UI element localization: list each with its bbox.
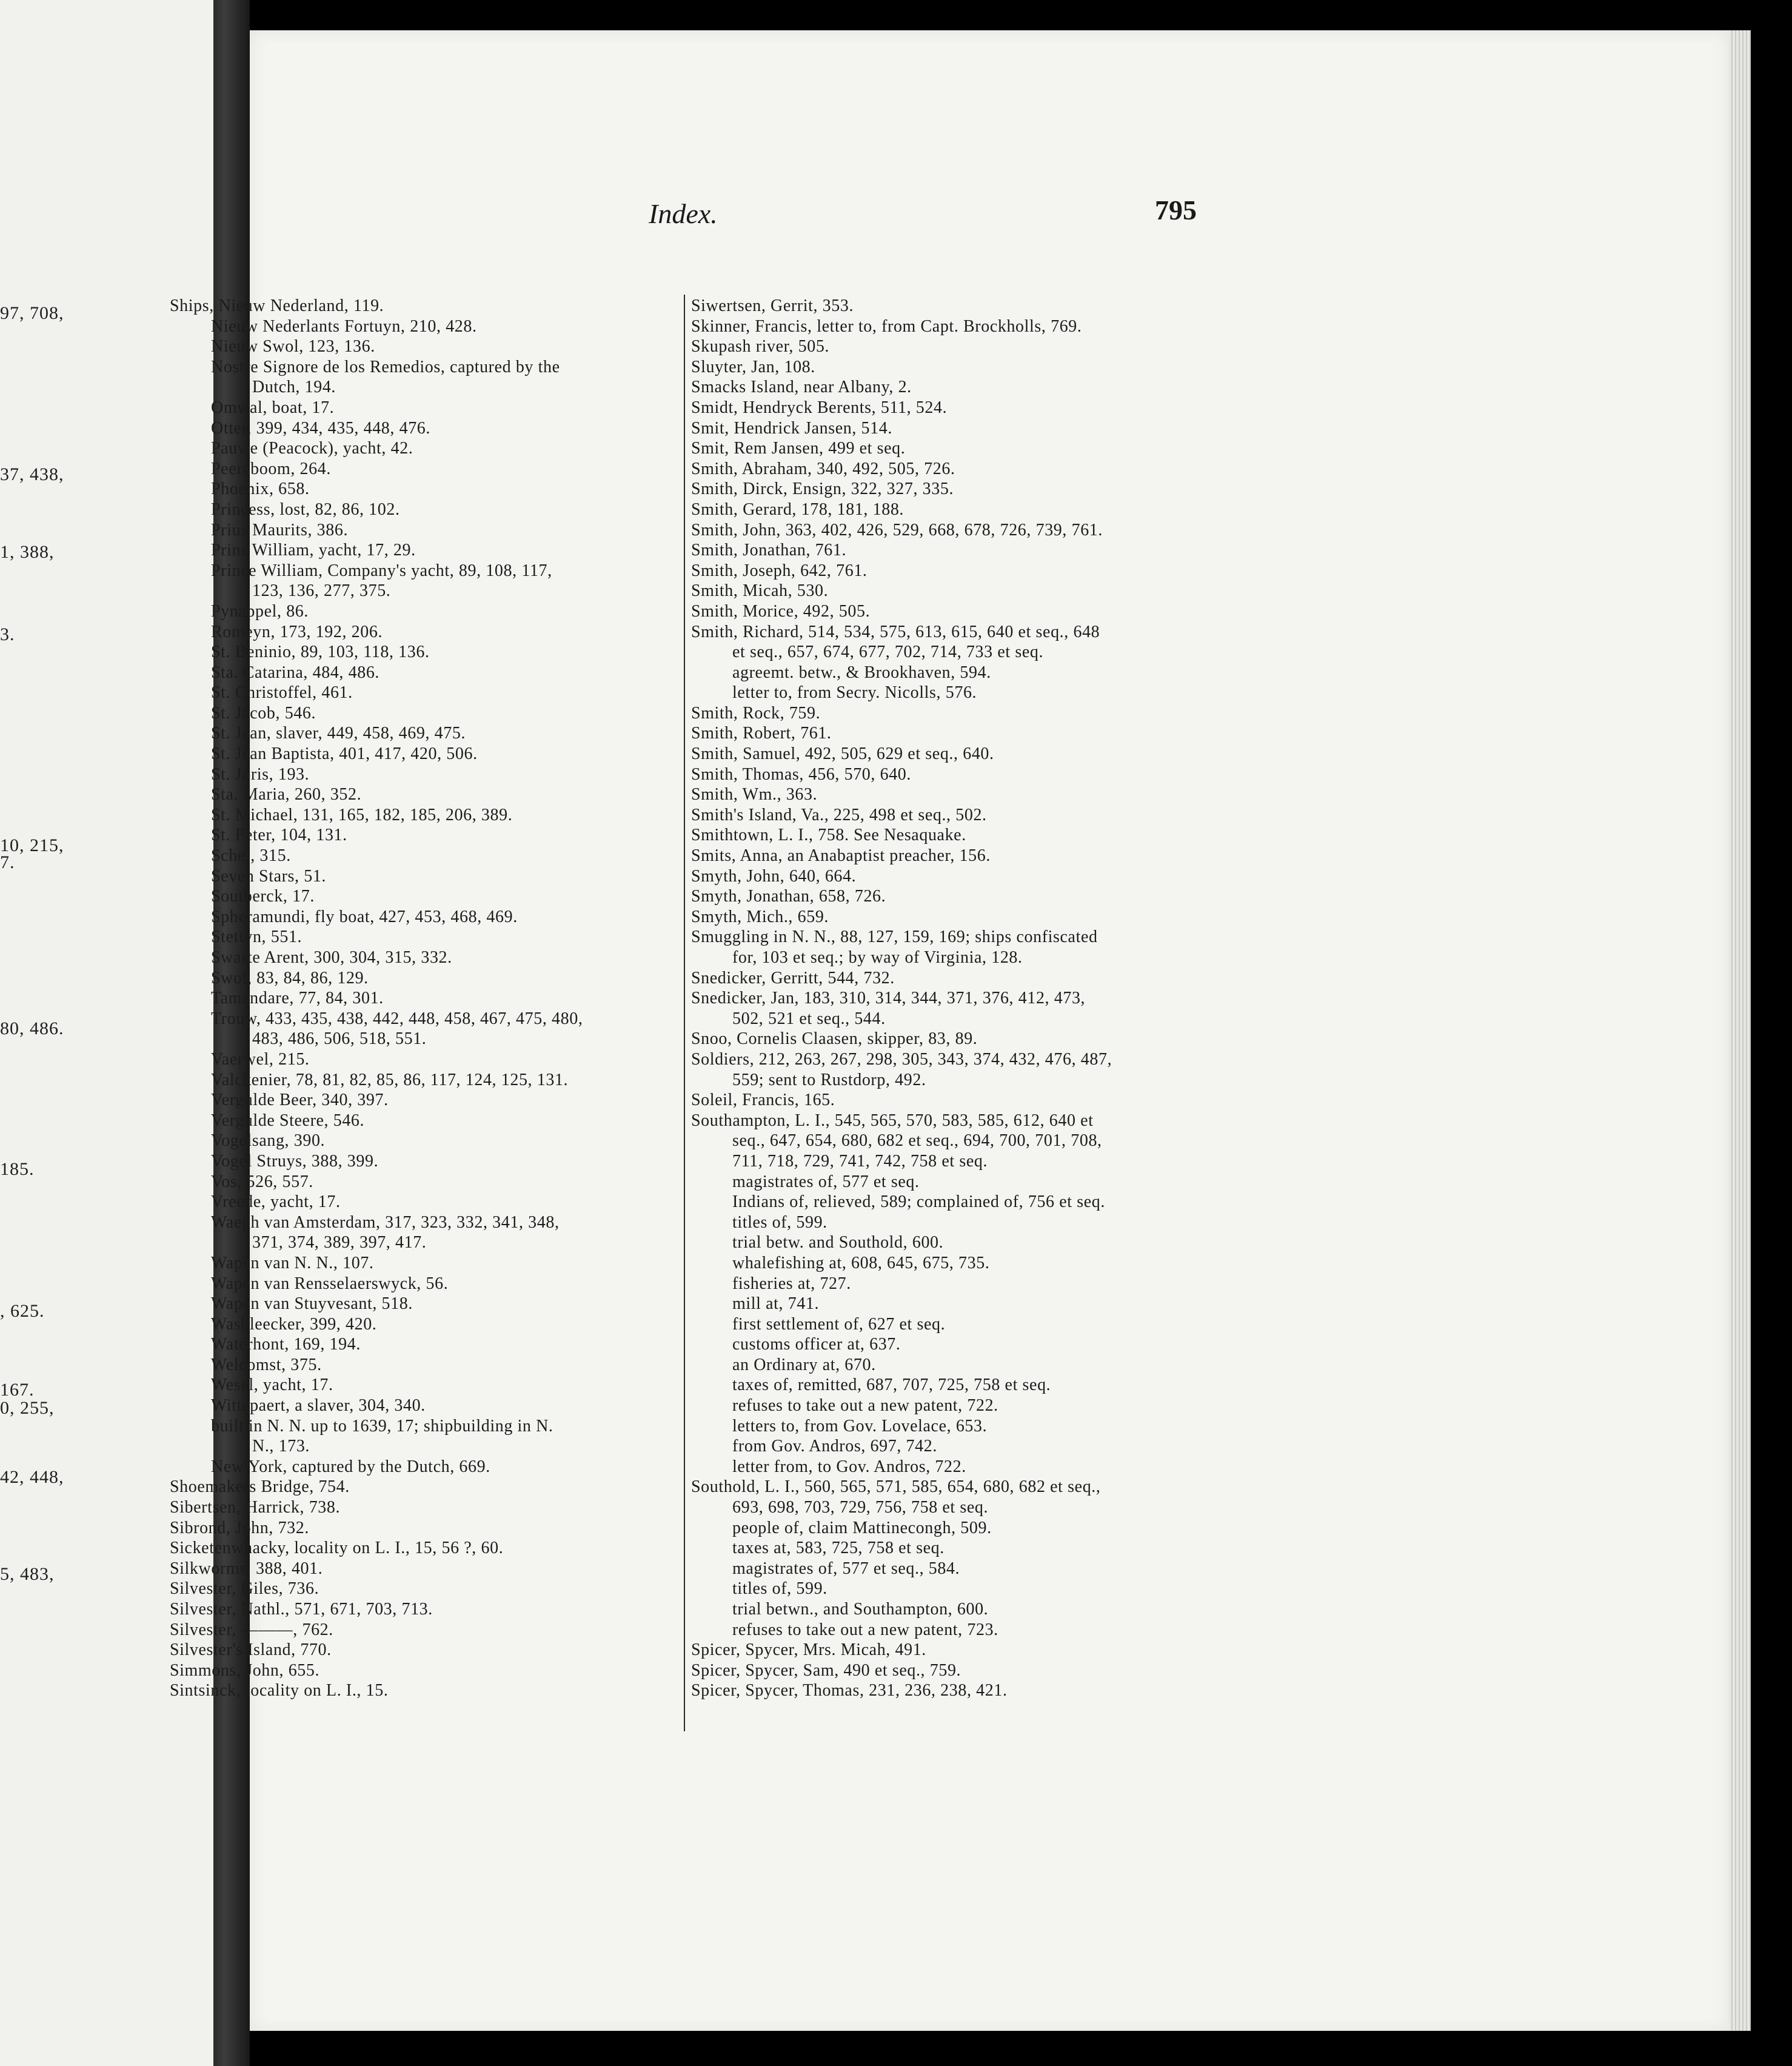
index-entry: St. Peter, 104, 131. xyxy=(211,826,347,845)
index-entry: Snedicker, Gerritt, 544, 732. xyxy=(691,968,895,988)
index-entry: Silkworms, 388, 401. xyxy=(170,1559,323,1578)
left-page-text-fragment: 0, 255, xyxy=(0,1398,55,1418)
index-entry: letter from, to Gov. Andros, 722. xyxy=(732,1457,966,1476)
index-entry: Swarte Arent, 300, 304, 315, 332. xyxy=(211,948,452,967)
index-entry: Schel, 315. xyxy=(211,846,291,866)
column-divider xyxy=(684,295,685,1731)
index-entry: Vaerwel, 215. xyxy=(211,1049,310,1069)
index-entry: Princess, lost, 82, 86, 102. xyxy=(211,500,400,519)
page-edge xyxy=(1729,30,1751,2031)
index-entry: Nostre Signore de los Remedios, captured by the xyxy=(211,357,560,376)
index-entry: Smyth, Mich., 659. xyxy=(691,907,829,926)
left-page-text-fragment: 80, 486. xyxy=(0,1018,64,1038)
index-entry: Silvester, Giles, 736. xyxy=(170,1579,319,1599)
page-number: 795 xyxy=(1155,195,1197,226)
index-entry: titles of, 599. xyxy=(732,1579,827,1599)
index-entry: Stettyn, 551. xyxy=(211,928,303,947)
index-entry: Smith, Richard, 514, 534, 575, 613, 615, 640 et seq., 648 xyxy=(691,622,1100,641)
index-entry: refuses to take out a new patent, 723. xyxy=(732,1620,998,1639)
index-entry: Vergulde Steere, 546. xyxy=(211,1111,365,1130)
index-entry: Prince William, Company's yacht, 89, 108, 117, xyxy=(211,561,552,580)
index-entry: Soleil, Francis, 165. xyxy=(691,1091,835,1110)
index-entry: letter to, from Secry. Nicolls, 576. xyxy=(732,683,977,703)
index-entry: Smyth, Jonathan, 658, 726. xyxy=(691,887,886,906)
index-entry: Tamandare, 77, 84, 301. xyxy=(211,989,384,1008)
index-entry: Skinner, Francis, letter to, from Capt. Brockholls, 769. xyxy=(691,316,1082,336)
index-entry: Waterhont, 169, 194. xyxy=(211,1335,361,1354)
left-page-text-fragment: , 625. xyxy=(0,1301,45,1321)
index-entry: an Ordinary at, 670. xyxy=(732,1355,876,1374)
index-entry: Soldiers, 212, 263, 267, 298, 305, 343, 374, 432, 476, 487, xyxy=(691,1049,1112,1069)
index-entry: Wittepaert, a slaver, 304, 340. xyxy=(211,1396,426,1416)
index-entry: Waegh van Amsterdam, 317, 323, 332, 341, 348, xyxy=(211,1212,560,1232)
index-entry: Silvester, Nathl., 571, 671, 703, 713. xyxy=(170,1600,433,1619)
index-entry: people of, claim Mattinecongh, 509. xyxy=(732,1518,992,1537)
index-entry: for, 103 et seq.; by way of Virginia, 128. xyxy=(732,948,1023,967)
index-column-left xyxy=(170,296,679,1701)
index-entry: St. Beninio, 89, 103, 118, 136. xyxy=(211,643,430,662)
index-entry: Siwertsen, Gerrit, 353. xyxy=(691,296,854,315)
index-entry: Smith, Joseph, 642, 761. xyxy=(691,561,868,580)
index-entry: St. Michael, 131, 165, 182, 185, 206, 389. xyxy=(211,805,513,824)
index-entry: Nieuw Nederlants Fortuyn, 210, 428. xyxy=(211,316,477,336)
index-entry: Smyth, John, 640, 664. xyxy=(691,866,857,886)
index-entry: Nieuw Swol, 123, 136. xyxy=(211,337,375,356)
index-entry: St. Jean Baptista, 401, 417, 420, 506. xyxy=(211,744,478,764)
index-entry: Sluyter, Jan, 108. xyxy=(691,357,815,376)
index-entry: Soutberck, 17. xyxy=(211,887,315,906)
index-entry: 693, 698, 703, 729, 756, 758 et seq. xyxy=(732,1498,989,1517)
index-entry: Sta. Maria, 260, 352. xyxy=(211,785,362,804)
index-entry: Sibertsen, Harrick, 738. xyxy=(170,1498,341,1517)
index-entry: built in N. N. up to 1639, 17; shipbuilding in N. xyxy=(211,1416,553,1436)
index-entry: magistrates of, 577 et seq., 584. xyxy=(732,1559,960,1578)
index-entry: Smith, Gerard, 178, 181, 188. xyxy=(691,500,904,519)
index-entry: Omwal, boat, 17. xyxy=(211,398,335,417)
index-entry: Smithtown, L. I., 758. See Nesaquake. xyxy=(691,826,966,845)
index-entry: Spheramundi, fly boat, 427, 453, 468, 469. xyxy=(211,907,518,926)
index-entry: Phoenix, 658. xyxy=(211,480,310,499)
index-entry: Indians of, relieved, 589; complained of, 756 et seq. xyxy=(732,1192,1105,1212)
index-entry: Dutch, 194. xyxy=(252,378,336,397)
index-entry: taxes at, 583, 725, 758 et seq. xyxy=(732,1539,944,1558)
index-entry: Smith, Robert, 761. xyxy=(691,724,832,743)
index-entry: Prius Maurits, 386. xyxy=(211,520,349,540)
index-entry: Smith's Island, Va., 225, 498 et seq., 502. xyxy=(691,805,987,824)
index-entry: Ships, Nieuw Nederland, 119. xyxy=(170,296,384,315)
index-entry: St. Jean, slaver, 449, 458, 469, 475. xyxy=(211,724,466,743)
left-page-text-fragment: 10, 215, xyxy=(0,835,64,855)
index-entry: Trouw, 433, 435, 438, 442, 448, 458, 467, 475, 480, xyxy=(211,1009,583,1028)
index-entry: 123, 136, 277, 375. xyxy=(252,581,391,601)
index-entry: Vreede, yacht, 17. xyxy=(211,1192,341,1212)
index-entry: Otter, 399, 434, 435, 448, 476. xyxy=(211,418,431,438)
index-entry: Smith, Samuel, 492, 505, 629 et seq., 640. xyxy=(691,744,994,764)
index-entry: Simmons, John, 655. xyxy=(170,1660,320,1680)
index-entry: Smith, Thomas, 456, 570, 640. xyxy=(691,764,912,784)
index-entry: titles of, 599. xyxy=(732,1212,827,1232)
index-entry: from Gov. Andros, 697, 742. xyxy=(732,1437,937,1456)
index-entry: Smith, Wm., 363. xyxy=(691,785,818,804)
index-entry: Smit, Rem Jansen, 499 et seq. xyxy=(691,439,906,458)
index-entry: trial betw. and Southold, 600. xyxy=(732,1233,944,1252)
index-entry: customs officer at, 637. xyxy=(732,1335,901,1354)
index-entry: agreemt. betw., & Brookhaven, 594. xyxy=(732,663,991,682)
index-entry: N., 173. xyxy=(252,1437,310,1456)
index-entry: et seq., 657, 674, 677, 702, 714, 733 et seq. xyxy=(732,643,1044,662)
index-entry: Smidt, Hendryck Berents, 511, 524. xyxy=(691,398,948,417)
index-entry: Silvester, ———, 762. xyxy=(170,1620,333,1639)
index-entry: St. Jacob, 546. xyxy=(211,703,316,723)
index-entry: letters to, from Gov. Lovelace, 653. xyxy=(732,1416,988,1436)
index-entry: Smuggling in N. N., 88, 127, 159, 169; ships confiscated xyxy=(691,928,1098,947)
left-page-text-fragment: 167. xyxy=(0,1380,35,1400)
index-entry: 371, 374, 389, 397, 417. xyxy=(252,1233,427,1252)
index-entry: 711, 718, 729, 741, 742, 758 et seq. xyxy=(732,1151,988,1171)
index-entry: Prins William, yacht, 17, 29. xyxy=(211,541,416,560)
index-entry: Smith, Dirck, Ensign, 322, 327, 335. xyxy=(691,480,954,499)
index-entry: Sibrond, John, 732. xyxy=(170,1518,309,1537)
index-entry: Sta. Catarina, 484, 486. xyxy=(211,663,380,682)
index-entry: mill at, 741. xyxy=(732,1294,820,1314)
index-entry: trial betwn., and Southampton, 600. xyxy=(732,1600,989,1619)
left-page-text-fragment: 7. xyxy=(0,852,15,872)
index-entry: Vogelsang, 390. xyxy=(211,1131,326,1151)
index-entry: fisheries at, 727. xyxy=(732,1274,851,1293)
index-entry: Smith, Jonathan, 761. xyxy=(691,541,847,560)
left-page-text-fragment: 1, 388, xyxy=(0,542,55,562)
index-entry: Sintsinck, locality on L. I., 15. xyxy=(170,1681,389,1700)
index-entry: Vos, 526, 557. xyxy=(211,1172,313,1191)
left-page-text-fragment: 5, 483, xyxy=(0,1564,55,1584)
index-entry: Vogel Struys, 388, 399. xyxy=(211,1151,379,1171)
index-entry: Pynappel, 86. xyxy=(211,601,309,621)
index-column-right xyxy=(691,296,1479,1701)
index-entry: Valckenier, 78, 81, 82, 85, 86, 117, 124, 125, 131. xyxy=(211,1070,569,1089)
index-entry: whalefishing at, 608, 645, 675, 735. xyxy=(732,1253,990,1272)
index-entry: Spicer, Spycer, Sam, 490 et seq., 759. xyxy=(691,1660,961,1680)
index-entry: Smit, Hendrick Jansen, 514. xyxy=(691,418,892,438)
index-entry: Smith, Micah, 530. xyxy=(691,581,829,601)
index-entry: Wapen van N. N., 107. xyxy=(211,1253,374,1272)
left-page-text-fragment: 3. xyxy=(0,624,15,644)
index-entry: Wapen van Stuyvesant, 518. xyxy=(211,1294,413,1314)
index-entry: Swol, 83, 84, 86, 129. xyxy=(211,968,369,988)
index-entry: Romeyn, 173, 192, 206. xyxy=(211,622,383,641)
index-entry: Snoo, Cornelis Claasen, skipper, 83, 89. xyxy=(691,1029,978,1049)
index-entry: Southold, L. I., 560, 565, 571, 585, 654, 680, 682 et seq., xyxy=(691,1477,1101,1497)
index-entry: Welcomst, 375. xyxy=(211,1355,322,1374)
index-entry: 483, 486, 506, 518, 551. xyxy=(252,1029,427,1049)
index-entry: first settlement of, 627 et seq. xyxy=(732,1314,946,1334)
index-entry: Seven Stars, 51. xyxy=(211,866,327,886)
index-entry: St. Joris, 193. xyxy=(211,764,310,784)
page-header-title: Index. xyxy=(649,198,718,229)
index-entry: refuses to take out a new patent, 722. xyxy=(732,1396,998,1416)
index-entry: New York, captured by the Dutch, 669. xyxy=(211,1457,490,1476)
index-entry: Smacks Island, near Albany, 2. xyxy=(691,378,912,397)
index-entry: seq., 647, 654, 680, 682 et seq., 694, 700, 701, 708, xyxy=(732,1131,1102,1151)
index-entry: taxes of, remitted, 687, 707, 725, 758 et seq. xyxy=(732,1376,1051,1395)
index-entry: Pauwe (Peacock), yacht, 42. xyxy=(211,439,413,458)
index-entry: Southampton, L. I., 545, 565, 570, 583, 585, 612, 640 et xyxy=(691,1111,1094,1130)
index-entry: Skupash river, 505. xyxy=(691,337,830,356)
index-entry: Vergulde Beer, 340, 397. xyxy=(211,1091,389,1110)
index-entry: Sicketenwhacky, locality on L. I., 15, 56 ?, 60. xyxy=(170,1539,504,1558)
index-entry: Spicer, Spycer, Mrs. Micah, 491. xyxy=(691,1640,926,1660)
index-entry: Wesel, yacht, 17. xyxy=(211,1376,333,1395)
index-entry: Spicer, Spycer, Thomas, 231, 236, 238, 421. xyxy=(691,1681,1008,1700)
index-entry: Wasbleecker, 399, 420. xyxy=(211,1314,377,1334)
index-entry: Snedicker, Jan, 183, 310, 314, 344, 371, 376, 412, 473, xyxy=(691,989,1086,1008)
left-page-text-fragment: 37, 438, xyxy=(0,464,64,484)
index-entry: Peereboom, 264. xyxy=(211,459,331,478)
index-entry: Smits, Anna, an Anabaptist preacher, 156. xyxy=(691,846,991,866)
left-page-text-fragment: 42, 448, xyxy=(0,1467,64,1487)
index-entry: Smith, John, 363, 402, 426, 529, 668, 678, 726, 739, 761. xyxy=(691,520,1103,540)
left-page-text-fragment: 97, 708, xyxy=(0,303,64,323)
left-page-text-fragment: 185. xyxy=(0,1159,35,1179)
index-entry: Smith, Abraham, 340, 492, 505, 726. xyxy=(691,459,955,478)
index-entry: magistrates of, 577 et seq. xyxy=(732,1172,920,1191)
index-entry: Smith, Rock, 759. xyxy=(691,703,821,723)
index-entry: 502, 521 et seq., 544. xyxy=(732,1009,886,1028)
index-entry: Silvester's Island, 770. xyxy=(170,1640,332,1660)
index-entry: Smith, Morice, 492, 505. xyxy=(691,601,871,621)
index-entry: St. Christoffel, 461. xyxy=(211,683,353,703)
index-entry: 559; sent to Rustdorp, 492. xyxy=(732,1070,926,1089)
index-entry: Wapen van Rensselaerswyck, 56. xyxy=(211,1274,449,1293)
index-entry: Shoemakers Bridge, 754. xyxy=(170,1477,350,1497)
